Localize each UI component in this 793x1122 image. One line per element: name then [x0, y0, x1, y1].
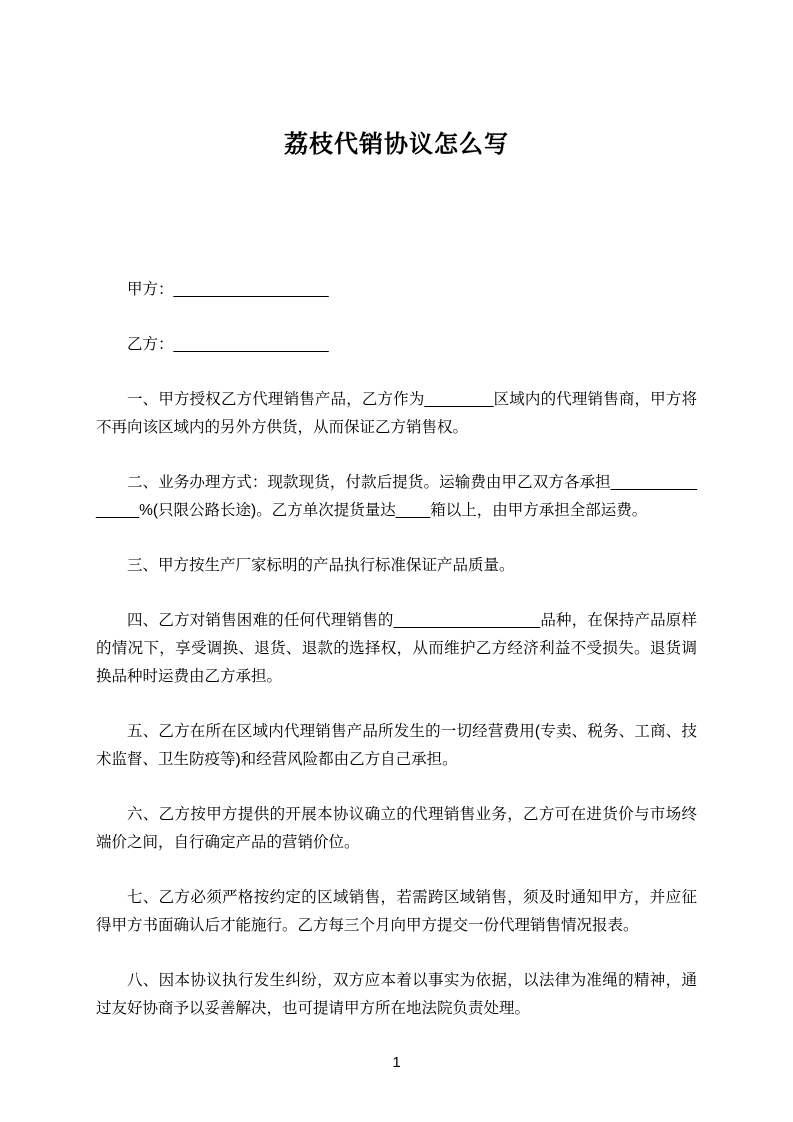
clause-8-paragraph: 八、因本协议执行发生纠纷，双方应本着以事实为依据，以法律为准绳的精神，通过友好协商予以妥善解决，也可提请甲方所在地法院负责处理。 — [96, 972, 697, 1017]
party-b-label: 乙方： — [127, 336, 174, 353]
clause-2-paragraph: 二、业务办理方式：现款现货，付款后提货。运输费由甲乙双方各承担_______________%(只限公路长途)。乙方单次提货量达____箱以上，由甲方承担全部运费。 — [96, 474, 697, 519]
clause-1-paragraph: 一、甲方授权乙方代理销售产品，乙方作为________区域内的代理销售商，甲方将不再向该区域内的另外方供货，从而保证乙方销售权。 — [96, 391, 697, 436]
party-a-blank: __________________ — [173, 281, 329, 298]
page-number: 1 — [392, 1054, 401, 1071]
party-b-line — [96, 331, 697, 359]
clause-3-paragraph: 三、甲方按生产厂家标明的产品执行标准保证产品质量。 — [127, 557, 515, 574]
party-b-blank: __________________ — [173, 336, 329, 353]
party-a-label: 甲方： — [127, 281, 174, 298]
party-a-line — [96, 276, 697, 304]
clause-6-paragraph: 六、乙方按甲方提供的开展本协议确立的代理销售业务，乙方可在进货价与市场终端价之间，自行确定产品的营销价位。 — [96, 806, 697, 851]
clause-7-paragraph: 七、乙方必须严格按约定的区域销售，若需跨区域销售，须及时通知甲方，并应征得甲方书面确认后才能施行。乙方每三个月向甲方提交一份代理销售情况报表。 — [96, 889, 697, 934]
clause-5-paragraph: 五、乙方在所在区域内代理销售产品所发生的一切经营费用(专卖、税务、工商、技术监督、卫生防疫等)和经营风险都由乙方自己承担。 — [96, 723, 697, 768]
clause-4-paragraph: 四、乙方对销售困难的任何代理销售的_________________品种，在保持产品原样的情况下，享受调换、退货、退款的选择权，从而维护乙方经济利益不受损失。退货调换品种时运费由乙方承担。 — [96, 612, 697, 685]
document-title: 荔枝代销协议怎么写 — [284, 131, 509, 158]
